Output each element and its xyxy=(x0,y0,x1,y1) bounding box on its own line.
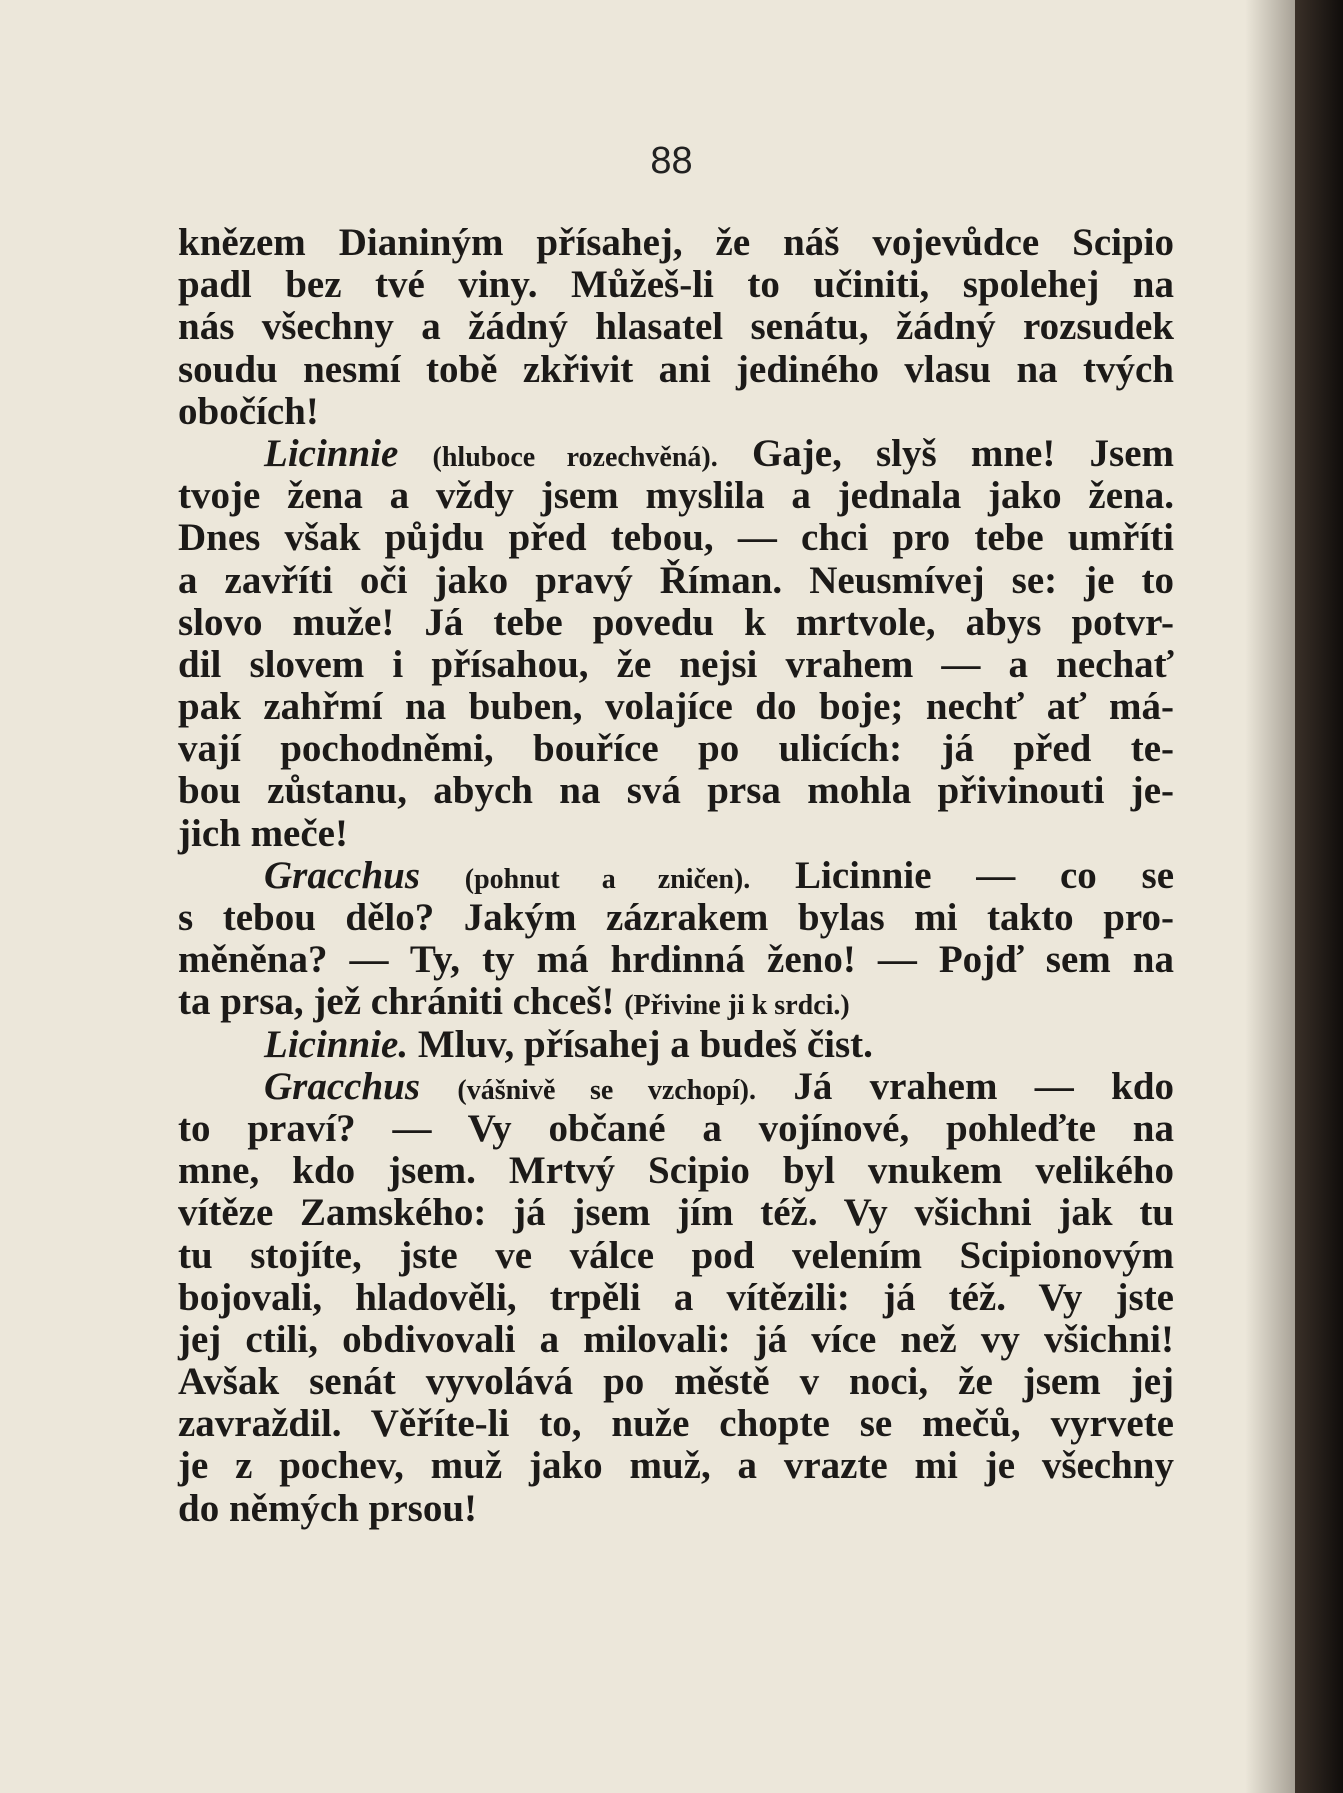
speaker-name: Licinnie. xyxy=(264,1022,409,1066)
stage-direction: (vášnivě se vzchopí). xyxy=(457,1074,756,1106)
dialogue-text: Licinnie — co se xyxy=(794,853,1175,897)
text-line: obočích! xyxy=(178,389,319,433)
text-line: měněna? — Ty, ty má hrdinná ženo! — Pojď sem na xyxy=(178,938,1174,982)
dialogue-text: Mluv, přísahej a budeš čist. xyxy=(417,1022,873,1066)
text-line: padl bez tvé viny. Můžeš-li to učiniti, spolehej na xyxy=(178,263,1174,307)
page-text xyxy=(178,222,1174,1530)
text-line: bojovali, hladověli, trpěli a vítězili: já též. Vy jste xyxy=(178,1275,1174,1319)
text-line: jej ctili, obdivovali a milovali: já více než vy všichni! xyxy=(178,1317,1174,1361)
text-line: bou zůstanu, abych na svá prsa mohla přivinouti je- xyxy=(178,769,1174,813)
text-line: Dnes však půjdu před tebou, — chci pro tebe umříti xyxy=(178,516,1174,560)
dialogue-text: Já vrahem — kdo xyxy=(793,1064,1175,1108)
text-line: to praví? — Vy občané a vojínové, pohleďte na xyxy=(178,1106,1174,1150)
dialogue-first-line xyxy=(178,433,1174,475)
text-line: jich meče! xyxy=(178,811,348,855)
text-line: je z pochev, muž jako muž, a vrazte mi je všechny xyxy=(178,1444,1174,1488)
text-line: knězem Dianiným přísahej, že náš vojevůdce Scipio xyxy=(178,221,1174,264)
text-line: vají pochodněmi, bouříce po ulicích: já před te- xyxy=(178,727,1174,771)
text-line: do němých prsou! xyxy=(178,1486,478,1530)
text-line: Avšak senát vyvolává po městě v noci, že jsem jej xyxy=(178,1360,1174,1404)
text-line: s tebou dělo? Jakým zázrakem bylas mi takto pro- xyxy=(178,896,1174,939)
dialogue-first-line xyxy=(178,1066,1174,1108)
text-line: a zavříti oči jako pravý Říman. Neusmívej se: je to xyxy=(178,558,1174,602)
speaker-name: Licinnie xyxy=(264,431,399,475)
text-line: dil slovem i přísahou, že nejsi vrahem — a nechať xyxy=(178,642,1174,686)
dialogue-first-line xyxy=(178,855,1174,897)
text-line: pak zahřmí na buben, volajíce do boje; nechť ať má- xyxy=(178,685,1174,729)
text-line: nás všechny a žádný hlasatel senátu, žádný rozsudek xyxy=(178,305,1174,349)
page-number: 88 xyxy=(650,140,693,182)
speaker-name: Gracchus xyxy=(264,1064,421,1108)
speaker-name: Gracchus xyxy=(264,853,421,897)
stage-direction: (hluboce rozechvěná). xyxy=(432,441,718,473)
stage-direction: (Přivine ji k srdci.) xyxy=(624,990,850,1022)
text-line: vítěze Zamského: já jsem jím též. Vy všichni jak tu xyxy=(178,1191,1174,1235)
text-line: soudu nesmí tobě zkřivit ani jediného vlasu na tvých xyxy=(178,347,1174,391)
dialogue-text: Gaje, slyš mne! Jsem xyxy=(751,431,1175,475)
page-spine-shadow xyxy=(1245,0,1295,1793)
text-line: slovo muže! Já tebe povedu k mrtvole, abys potvr- xyxy=(178,600,1174,644)
dialogue-text: ta prsa, jež chrániti chceš! xyxy=(178,980,615,1024)
text-line: tvoje žena a vždy jsem myslila a jednala jako žena. xyxy=(178,474,1174,518)
text-line: zavraždil. Věříte-li to, nuže chopte se mečů, vyrvete xyxy=(178,1402,1174,1446)
book-edge xyxy=(1295,0,1343,1793)
text-line: tu stojíte, jste ve válce pod velením Scipionovým xyxy=(178,1233,1174,1277)
dialogue-first-line xyxy=(178,1024,1174,1066)
text-line: mne, kdo jsem. Mrtvý Scipio byl vnukem velikého xyxy=(178,1149,1174,1193)
stage-direction: (pohnut a zničen). xyxy=(464,863,751,895)
text-line xyxy=(178,981,1174,1023)
